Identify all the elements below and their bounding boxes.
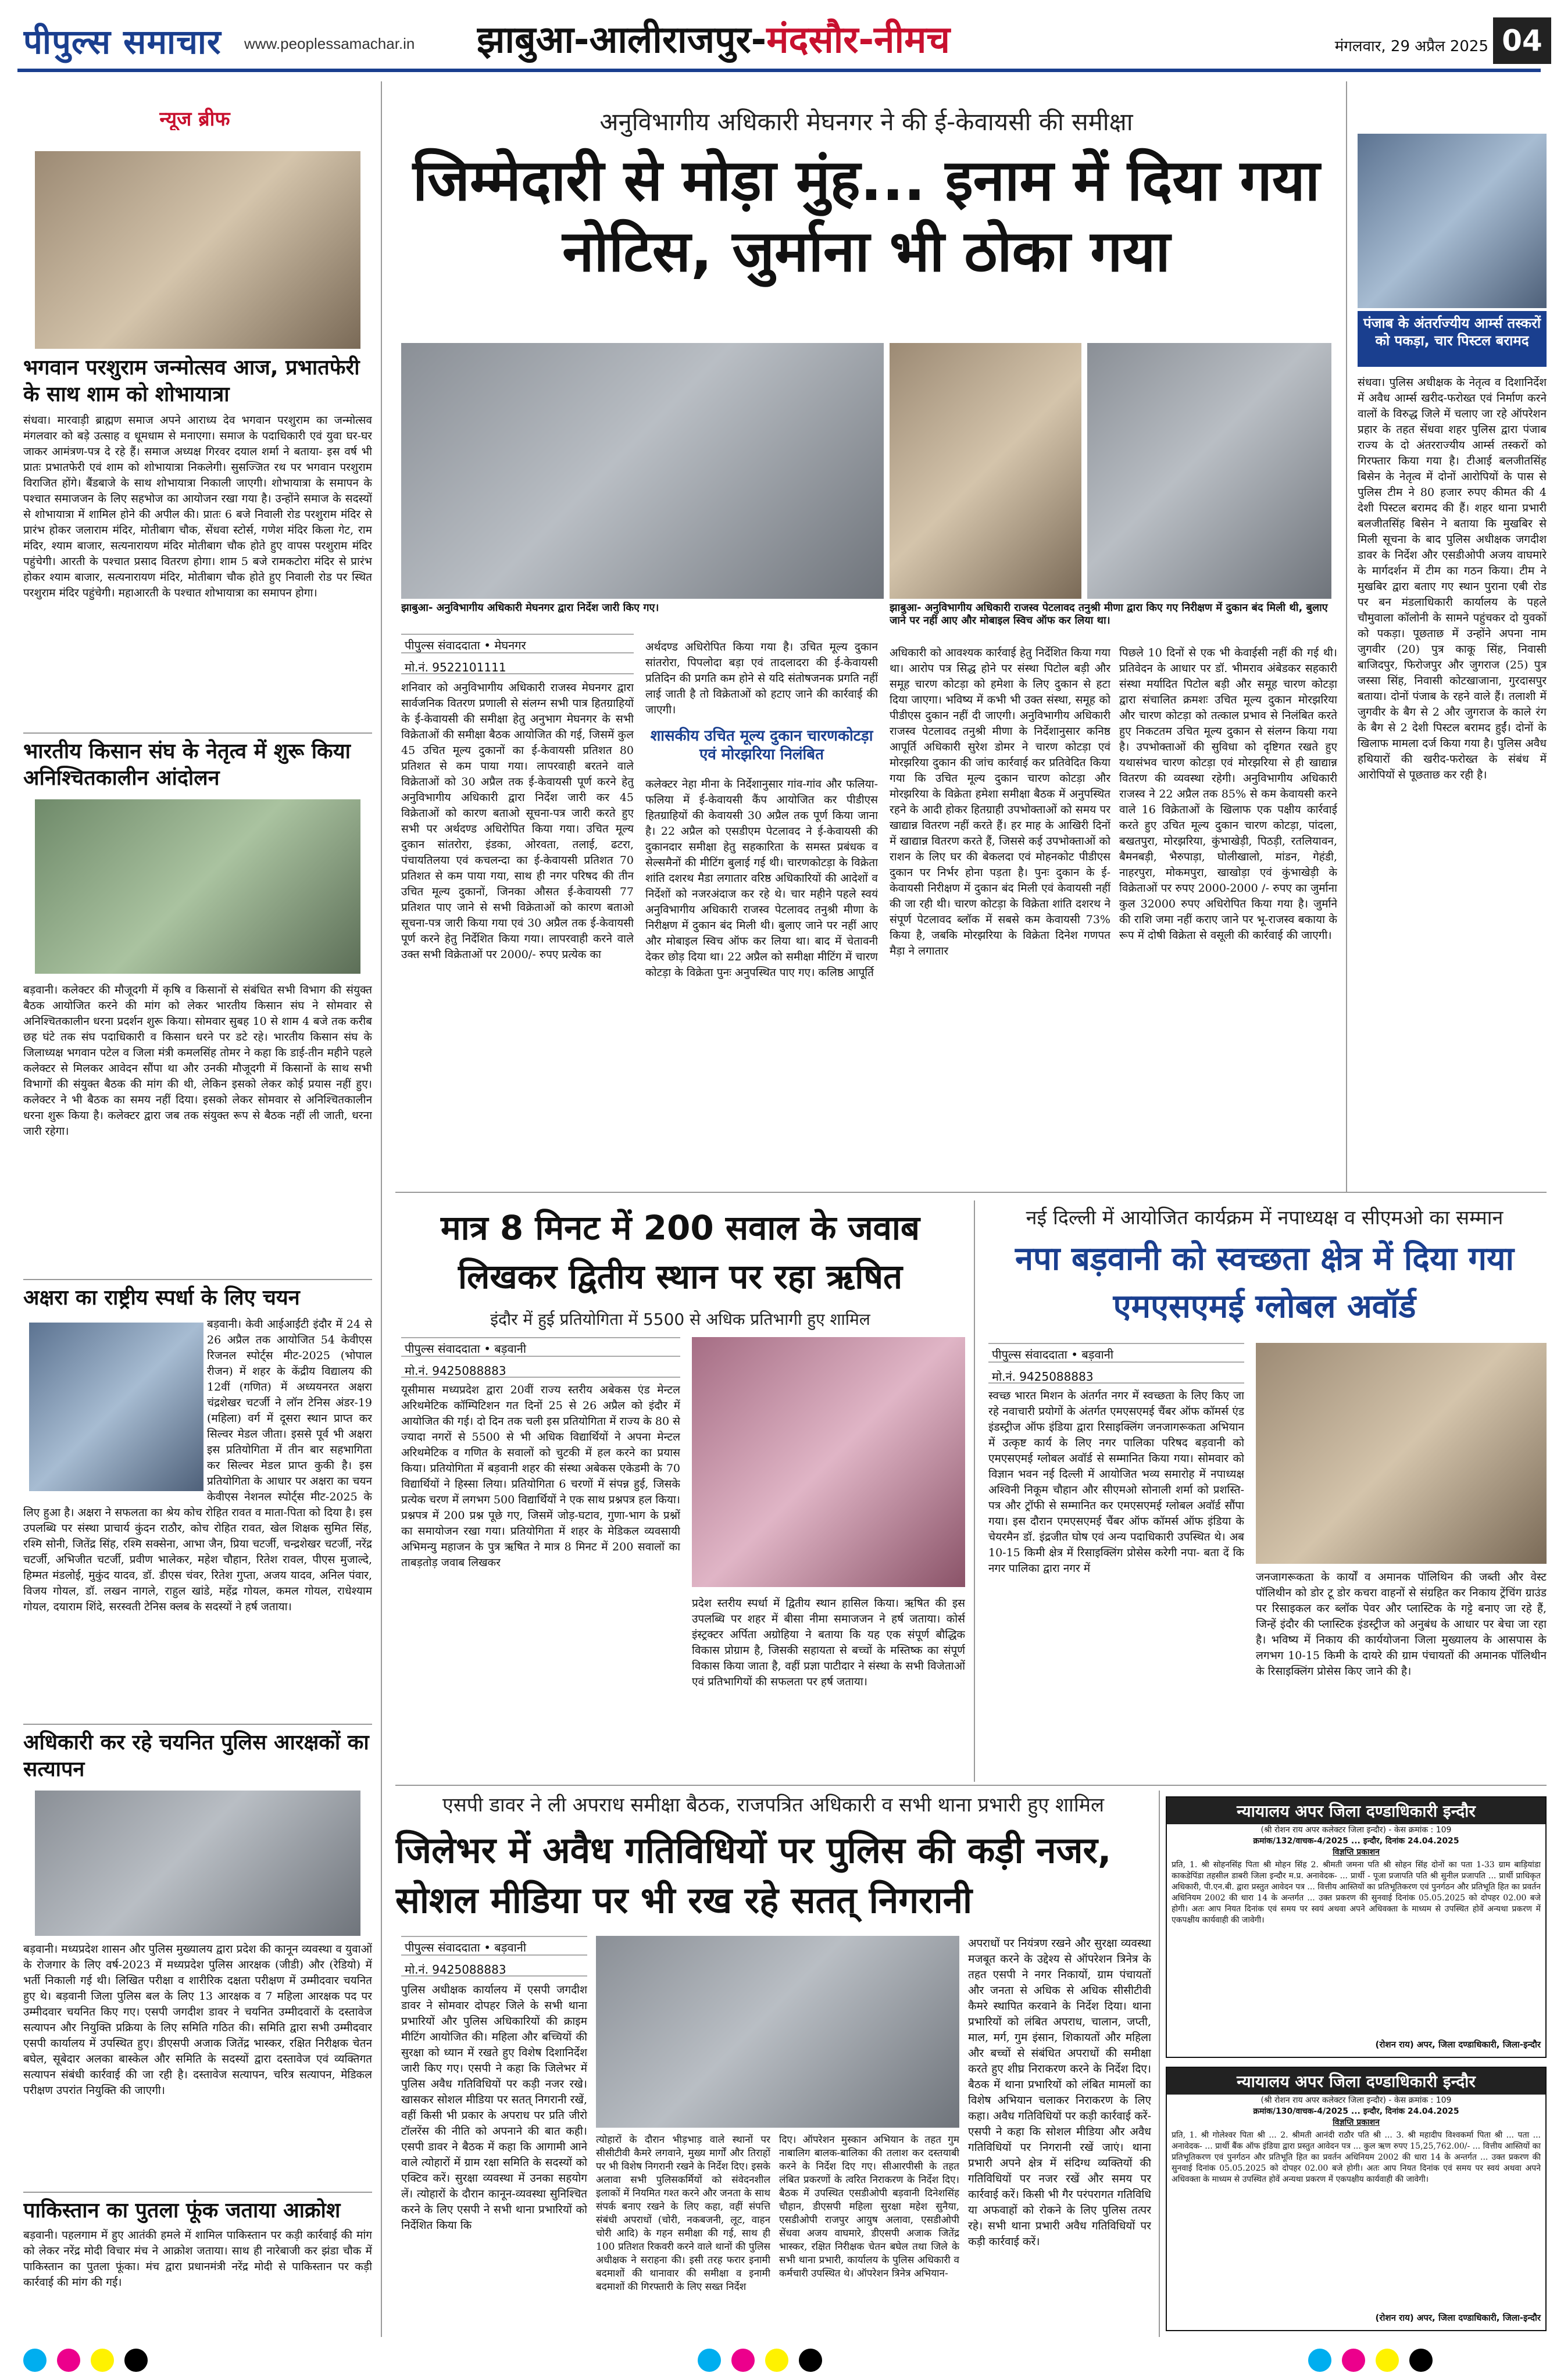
police-kicker: एसपी डावर ने ली अपराध समीक्षा बैठक, राजपत्रित अधिकारी व सभी थाना प्रभारी हुए शामिल [442, 1793, 1105, 1817]
police-mobile: मो.नं. 9425088883 [401, 1959, 587, 1977]
divider [23, 732, 372, 734]
notice-title: न्यायालय अपर जिला दण्डाधिकारी इन्दौर [1167, 2068, 1545, 2095]
divider [23, 1724, 372, 1725]
lead-subhead: शासकीय उचित मूल्य दुकान चारणकोटड़ा एवं मोरझरिया निलंबित [650, 727, 873, 763]
section-title-black: झाबुआ-आलीराजपुर- [477, 19, 767, 62]
lead-photo-meeting [401, 343, 884, 599]
brief-body-police: बड़वानी। मध्यप्रदेश शासन और पुलिस मुख्यालय द्वारा प्रदेश की कानून व्यवस्था व युवाओं के रोजगार के लिए वर्ष-2023 में मध्यप्रदेश पुलिस आरक्षक (जीडी) और (रेडियो) में भर्ती निकाली गई थी। लिखित परीक्षा व शारीरिक दक्षता परीक्षण में उम्मीदवार चयनित हुए थे। बड़वानी जिला पुलिस बल के लिए 13 आरक्षक व 7 महिला आरक्षक पद पर उम्मीदवार चयनित किए गए। एसपी जगदीश डावर ने चयनित उम्मीदवारों के दस्तावेज सत्यापन और नियुक्ति प्रक्रिया के लिए समिति गठित की। समिति द्वारा सभी उम्मीदवार एसपी कार्यालय में उपस्थित हुए। डीएसपी अजाक जितेंद्र भास्कर, रक्षित निरीक्षक चेतन बघेल, सूबेदार अलका बास्केल और समिति के सदस्यों द्वारा दस्तावेज एवं व्यक्तिगत सत्यापन संबंधी कार्रवाई की जा रही है। दस्तावेज सत्यापन, चरित्र सत्यापन, मेडिकल परीक्षण उपरांत नियुक्ति की जाएगी। [23, 1943, 372, 2097]
brief-headline-kisan: भारतीय किसान संघ के नेतृत्व में शुरू किया अनिश्चितकालीन आंदोलन [23, 739, 351, 790]
divider [23, 1279, 372, 1280]
page-date: मंगलवार, 29 अप्रैल 2025 [1334, 38, 1488, 55]
notice-body: प्रति, 1. श्री गोलेश्वर पिता श्री ... 2. श्रीमती आनंदी राठौर पति श्री ... 3. श्री महादीप विश्वकर्मा पिता श्री ... पता ... अनावेदक- ... प्रार्थी बैंक ऑफ इंडिया द्वारा प्रस्तुत आवेदन पत्र ... कुल ऋण रुपए 15,25,762.00/- ... वित्तीय आस्तियों का प्रतिभूतिकरण एवं पुनर्गठन और प्रतिभूति हित का प्रवर्तन अधिनियम 2002 की धारा 14 के अन्तर्गत ... उक्त प्रकरण की सुनवाई दिनांक 05.05.2025 को दोपहर 02.00 बजे होगी। अतः आप नियत दिनांक एवं समय पर स्वयं अथवा अपने अधिवक्ता के माध्यम से उपस्थित होवें अन्यथा प्रकरण में एकपक्षीय कार्यवाही की जावेगी। [1172, 2131, 1541, 2184]
rishit-headline: मात्र 8 मिनट में 200 सवाल के जवाब लिखकर द्वितीय स्थान पर रहा ऋषित [440, 1208, 920, 1296]
registration-dot [799, 2349, 822, 2372]
registration-marks-right [1308, 2349, 1552, 2378]
award-photo [1256, 1343, 1547, 1564]
section-title-red: मंदसौर-नीमच [766, 19, 951, 62]
notice-subtitle: (श्री रोशन राय अपर कलेक्टर जिला इन्दौर) - केस क्रमांक : 109 [1260, 2096, 1452, 2105]
lead-photo-shop-1 [890, 343, 1081, 599]
brief-body-akshara-text: बड़वानी। केवी आईआईटी इंदौर में 24 से 26 अप्रैल तक आयोजित 54 केवीएस रिजनल स्पोर्ट्स मीट-2025 (भोपाल रीजन) में शहर के केंद्रीय विद्यालय की 12वीं (गणित) में अध्ययनरत अक्षरा चंद्रशेखर चटर्जी ने लॉन टेनिस अंडर-19 (महिला) वर्ग में दूसरा स्थान प्राप्त कर सिल्वर मेडल जीता। इससे पूर्व भी अक्षरा इस प्रतियोगिता में तीन बार सहभागिता कर सिल्वर मेडल प्राप्त कुकी है। इस प्रतियोगिता के आधार पर अक्षरा का चयन केवीएस नेशनल स्पोर्ट्स मीट-2025 के लिए हुआ है। अक्षरा ने सफलता का श्रेय कोच रोहित रावत व माता-पिता को दिया है। इस उपलब्धि पर संस्था प्राचार्य कुंदन राठौर, कोच रोहित रावत, खेल शिक्षक सुमित सिंह, रश्मि सोनी, जितेंद्र सिंह, रश्मि सक्सेना, आभा जैन, प्रिया चटर्जी, चन्द्रशेखर चटर्जी, नरेंद्र चटर्जी, अभिजीत चटर्जी, प्रवीण भालेकर, महेश चौहान, रितेश रावल, पीएस मुजाल्दे, हिम्मत मंडलोई, मुकुंद यादव, डॉ. डीएस चंवर, रितेश गुप्ता, अजय यादव, अनिल पंवार, विजय गोयल, डॉ. लखन नागले, राहुल खांडे, महेंद्र गोयल, कमल गोयल, राधेश्याम गोयल, दयाराम शिंदे, सरस्वती टेनिस क्लब के सदस्यों ने हर्ष जताया। [23, 1318, 372, 1613]
police-col-4: अपराधों पर नियंत्रण रखने और सुरक्षा व्यवस्था मजबूत करने के उद्देश्य से ऑपरेशन त्रिनेत्र के तहत एसपी ने नगर निकायों, ग्राम पंचायतों और जनता से अधिक से अधिक सीसीटीवी कैमरे स्थापित करवाने के निर्देश दिया। थाना प्रभारियों को लंबित अपराध, चालान, जप्ती, माल, मर्ग, गुम इंसान, शिकायतों और महिला और बच्चों से संबंधित अपराधों की समीक्षा करते हुए शीघ्र निराकरण करने के निर्देश दिए। बैठक में थाना प्रभारियों को लंबित मामलों का विशेष अभियान चलाकर निराकरण के लिए कहा। अवैध गतिविधियों पर कड़ी कार्रवाई करें- एसपी ने कहा कि सोशल मीडिया और अवैध गतिविधियों पर निगरानी रखें जाएं। थाना प्रभारी अपने क्षेत्र में संदिग्ध व्यक्तियों की गतिविधियों पर नजर रखें और समय पर कार्रवाई करें। किसी भी गैर परंपरागत गतिविधि या अफवाहों को रोकने के लिए पुलिस तत्पर रहे। सभी थाना प्रभारी अवैध गतिविधियों पर कड़ी कार्रवाई करें। [968, 1937, 1151, 2248]
notice-sign: (रोशन राय) अपर, जिला दण्डाधिकारी, जिला-इन्दौर [1375, 2039, 1541, 2050]
rishit-mobile: मो.नं. 9425088883 [401, 1360, 680, 1378]
brief-headline-parshuram: भगवान परशुराम जन्मोत्सव आज, प्रभातफेरी के साथ शाम को शोभायात्रा [23, 356, 360, 406]
award-col-1: स्वच्छ भारत मिशन के अंतर्गत नगर में स्वच्छता के लिए किए जा रहे नवाचारी प्रयोगों के अंतर्गत एमएसएमई चैंबर ऑफ कॉमर्स एंड इंडस्ट्रीज ऑफ इंडिया द्वारा रिसाइक्लिंग जनजागरूकता अभियान में उत्कृष्ट कार्य के लिए नगर पालिका परिषद बड़वानी को एमएसएमई ग्लोबल अवॉर्ड से सम्मानित किया गया। सोमवार को विज्ञान भवन नई दिल्ली में आयोजित भव्य समारोह में नपाध्यक्ष अश्विनी निकूम चौहान और सीएमओ सोनाली शर्मा को प्रशस्ति-पत्र और ट्रॉफी से सम्मानित कर एमएसएमई ग्लोबल अवॉर्ड सौंपा गया। इस दौरान एमएसएमई चैंबर ऑफ कॉमर्स ऑफ इंडिया के चेयरमैन डॉ. इंद्रजीत घोष एवं अन्य पदाधिकारी उपस्थित थे। अब 10-15 किमी क्षेत्र में रिसाइक्लिंग प्रोसेस करेगी नपा- बता दें कि नगर पालिका द्वारा नगर में [988, 1389, 1244, 1575]
award-headline: नपा बड़वानी को स्वच्छता क्षेत्र में दिया गया एमएसएमई ग्लोबल अवॉर्ड [1015, 1240, 1515, 1325]
notice-ref: क्रमांक/130/वाचक-4/2025 ... इन्दौर, दिनांक 24.04.2025 [1253, 2107, 1459, 2116]
column-divider [974, 1200, 975, 1782]
registration-dot [91, 2349, 114, 2372]
award-mobile: मो.नं. 9425088883 [988, 1366, 1244, 1384]
photo-spacer [23, 1317, 207, 1491]
brief-body-kisan: बड़वानी। कलेक्टर की मौजूदगी में कृषि व किसानों से संबंधित सभी विभाग की संयुक्त बैठक आयोजित करने की मांग को लेकर भारतीय किसान संघ ने सोमवार से अनिश्चितकालीन धरना प्रदर्शन शुरू किया। सोमवार सुबह 10 से शाम 4 बजे तक करीब छह घंटे तक संघ पदाधिकारी व किसान धरने पर डटे रहे। भारतीय किसान संघ के जिलाध्यक्ष भगवान पटेल व जिला मंत्री कमलसिंह तोमर ने कहा कि डाई-तीन महीने पहले कलेक्टर से मिलकर आवेदन सौंपा था और उनकी मौजूदगी में किसानों के साथ सभी विभागों की संयुक्त बैठक की मांग की थी, लेकिन इसको लेकर कोई प्रयास नहीं हुए। कलेक्टर ने भी बैठक का समय नहीं दिया। इसको लेकर सोमवार से अनिश्चितकालीन धरना शुरू किया है। कलेक्टर द्वारा जब तक संयुक्त रूप से बैठक नहीं ली जाती, धरना जारी रहेगा। [23, 984, 372, 1138]
police-col-3: दिए। ऑपरेशन मुस्कान अभियान के तहत गुम नाबालिग बालक-बालिका की तलाश कर दस्तयाबी करने के निर्देश दिए गए। सीआरपीसी के तहत लंबित प्रकरणों के त्वरित निराकरण के निर्देश दिए। बैठक में उपस्थित एसडीओपी बड़वानी दिनेशसिंह चौहान, डीएसपी महिला सुरक्षा महेश सुनैया, एसडीओपी राजपुर आयुष अलावा, एसडीओपी सेंधवा अजय वाघमारे, डीएसपी अजाक जितेंद्र भास्कर, रक्षित निरीक्षक चेतन बघेल तथा जिले के सभी थाना प्रभारी, कार्यालय के पुलिस अधिकारी व कर्मचारी उपस्थित थे। ऑपरेशन त्रिनेत्र अभियान- [779, 2134, 959, 2279]
rishit-col-1: यूसीमास मध्यप्रदेश द्वारा 20वीं राज्य स्तरीय अबेकस एंड मेन्टल अरिथमेटिक कॉम्पिटिशन गत दिनों 25 से 26 अप्रैल को इंदौर में आयोजित की गई। दो दिन तक चली इस प्रतियोगिता में राज्य के 80 से ज्यादा नगरों से 5500 से भी अधिक विद्यार्थियों ने अपना मेन्टल अरिथमेटिक व गणित के सवालों को चुटकी में हल करने का प्रयास किया। प्रतियोगिता में बड़वानी शहर की संस्था अबेकस एकेडमी के 70 विद्यार्थियों ने हिस्सा लिया। प्रतियोगिता 6 चरणों में संपन्न हुई, जिसके प्रत्येक चरण में लगभग 500 विद्यार्थियों ने एक साथ प्रश्नपत्र हल किया। प्रश्नपत्र में 200 प्रश्न पूछे गए, जिसमें जोड़-घटाव, गुणा-भाग के प्रश्नों का समायोजन रखा गया। प्रतियोगिता में शहर के मेडिकल व्यवसायी अभिमन्यु महाजन के पुत्र ऋषित ने मात्र 8 मिनट में 200 सवालों का ताबड़तोड़ जवाब लिखकर [401, 1384, 680, 1569]
notice-body: प्रति, 1. श्री सोहनसिंह पिता श्री मोहन सिंह 2. श्रीमती जमना पति श्री सोहन सिंह दोनों का पता 1-33 ग्राम बाड़ियांडा काकडेपिंडा तहसील डाबरी जिला इन्दौर म.प्र. अनावेदक- ... प्रार्थी - पूजा प्रजापति पति श्री सुनील प्रजापति ... प्रार्थी प्राधिकृत अधिकारी, पी.एन.बी. द्वारा प्रस्तुत आवेदन पत्र ... वित्तीय आस्तियों का प्रतिभूतिकरण एवं पुनर्गठन और प्रतिभूति हित का प्रवर्तन अधिनियम 2002 की धारा 14 के अन्तर्गत ... उक्त प्रकरण की सुनवाई दिनांक 05.05.2025 को दोपहर 02.00 बजे होगी। अतः आप नियत दिनांक एवं समय पर स्वयं अथवा अपने अधिवक्ता के माध्यम से उपस्थित होवें अन्यथा प्रकरण में एकपक्षीय कार्यवाही की जावेगी। [1172, 1860, 1541, 1925]
registration-dot [731, 2349, 755, 2372]
divider [23, 2192, 372, 2193]
brief-photo-police [35, 1791, 360, 1936]
arms-photo [1358, 134, 1547, 308]
section-title [477, 13, 1233, 65]
brief-headline-akshara: अक्षरा का राष्ट्रीय स्पर्धा के लिए चयन [23, 1286, 300, 1310]
police-headline: जिलेभर में अवैध गतिविधियों पर पुलिस की कड़ी नजर, सोशल मीडिया पर भी रख रहे सतत् निगरानी [395, 1829, 1112, 1921]
byline-place: बड़वानी [494, 1941, 527, 1954]
lead-mobile: मो.नं. 9522101111 [401, 657, 634, 674]
award-col-2: जनजागरूकता के कार्यों व अमानक पॉलिथिन की जब्ती और वेस्ट पॉलिथीन को डोर टू डोर कचरा वाहनों से संग्रहित कर निकाय ट्रेंचिंग ग्राउंड पर रिसाइकल कर ब्लॉक पेवर और प्लास्टिक के गट्टे बनाए जा रहे हैं, जिन्हें इंदौर की प्लास्टिक इंडस्ट्रीज को अनुबंध के आधार पर बेचा जा रहा है। भविष्य में निकाय की कार्ययोजना जिला मुख्यालय के आसपास के लगभग 10-15 किमी के दायरे की ग्राम पंचायतों की अमानक पॉलिथीन के रिसाइक्लिंग प्रोसेस किए जाने की है। [1256, 1571, 1547, 1678]
brief-body-akshara [23, 1317, 372, 1718]
legal-notice-2 [1166, 2067, 1547, 2331]
rishit-byline: पीपुल्स संवाददाता • बड़वानी [401, 1337, 680, 1357]
rishit-subhead: इंदौर में हुई प्रतियोगिता में 5500 से अधिक प्रतिभागी हुए शामिल [490, 1310, 870, 1329]
masthead-rule [17, 69, 1541, 72]
lead-photo-shop-2 [1087, 343, 1331, 599]
lead-col-2b: कलेक्टर नेहा मीना के निर्देशानुसार गांव-गांव और फलिया-फलिया में ई-केवायसी कैंप आयोजित कर पीडीएस हितग्राहियों की केवायसी 30 अप्रैल तक पूर्ण किया जाना है। 22 अप्रैल को एसडीएम पेटलावद ने ई-केवायसी की दुकानदार समीक्षा हेतु सहकारिता के समस्त प्रबंधक व सेल्समैनों की मीटिंग बुलाई गई थी। चारणकोटड़ा के विक्रेता शांति दशरथ मैडा लगातार वरिष्ठ अधिकारियों की आदेशों व निर्देशों को नजरअंदाज कर रहे थे। चार महीने पहले स्वयं अनुविभागीय अधिकारी राजस्व पेटलावद तनुश्री मीणा के निरीक्षण में दुकान बंद मिली थी। बुलाए जाने पर नहीं आए और मोबाइल स्विच ऑफ कर लिया था। बाद में चेतावनी देकर छोड़ दिया था। 22 अप्रैल को समीक्षा मीटिंग में चारण कोटड़ा के विक्रेता पुनः अनुपस्थित पाए गए। कलिष्ठ आपूर्ति [645, 778, 878, 979]
notice-label: विज्ञप्ति प्रकाशन [1333, 1847, 1380, 1857]
column-divider [381, 81, 382, 2337]
rishit-photo [692, 1337, 965, 1587]
registration-marks-left [23, 2349, 267, 2378]
lead-caption-meeting: झाबुआ- अनुविभागीय अधिकारी मेघनगर द्वारा निर्देश जारी किए गए। [401, 602, 659, 614]
police-col-1: पुलिस अधीक्षक कार्यालय में एसपी जगदीश डावर ने सोमवार दोपहर जिले के सभी थाना प्रभारियों और पुलिस अधिकारियों की क्राइम मीटिंग आयोजित की। महिला और बच्चियों की सुरक्षा को ध्यान में रखते हुए विशेष दिशानिर्देश जारी किए गए। एसपी ने कहा कि जिलेभर में पुलिस अवैध गतिविधियों पर कड़ी नजर रखे। खासकर सोशल मीडिया पर सतत् निगरानी रखें, वहीं किसी भी प्रकार के अपराध पर प्रति जीरो टॉलरेंस की नीति को अपनाने की बात कही। एसपी डावर ने बैठक में कहा कि आगामी आने वाले त्योहारों में ग्राम रक्षा समिति के सदस्यों को एक्टिव करें। सुरक्षा व्यवस्था में उनका सहयोग लें। त्योहारों के दौरान कानून-व्यवस्था सुनिश्चित करने के लिए एसपी ने सभी थाना प्रभारियों को निर्देशित किया कि [401, 1984, 587, 2232]
registration-dot [124, 2349, 148, 2372]
registration-dot [1342, 2349, 1365, 2372]
news-brief-header: न्यूज ब्रीफ [159, 108, 230, 130]
lead-col-2a: अर्थदण्ड अधिरोपित किया गया है। उचित मूल्य दुकान सांतरोरा, पिपलोदा बड़ा एवं तादलादरा की ई-केवायसी प्रतिदिन की प्रगति कम होने से यदि संतोषजनक प्रगति नहीं लाई जाती है तो विक्रेताओं को हटाए जाने की कार्रवाई की जाएगी। [645, 641, 878, 716]
notice-subtitle: (श्री रोशन राय अपर कलेक्टर जिला इन्दौर) - केस क्रमांक : 109 [1260, 1825, 1452, 1835]
lead-col-3: अधिकारी को आवश्यक कार्रवाई हेतु निर्देशित किया गया था। आरोप पत्र सिद्ध होने पर संस्था पिटोल बड़ी और समूह चारण कोटड़ा को हमेशा के लिए दुकान से हटा दिया जाएगा। भविष्य में कभी भी उक्त संस्था, समूह को पीडीएस दुकान नहीं दी जाएगी। अनुविभागीय अधिकारी राजस्व पेटलावद तनुश्री मीणा के निर्देशानुसार कनिष्ठ आपूर्ति अधिकारी सुरेश डोमर ने चारण कोटड़ा एवं मोरझरिया दुकान की जांच कार्रवाई कर प्रतिवेदित किया गया कि उचित मूल्य दुकान चारण कोटड़ा और मोरझरिया के विक्रेता हमेशा समीक्षा बैठक में अनुपस्थित रहने के आदी होकर हितग्राही उपभोक्ताओं को समय पर खाद्यान्न वितरण नहीं करते हैं। हर माह के आखिरी दिनों में खाद्यान्न वितरण करते हैं, जिससे कई उपभोक्ताओं को राशन के लिए घर की बेकलदा एवं मोहनकोट पीडीएस दुकान पर निर्भर होना पड़ता है। पुनः दुकान के ई-केवायसी निरीक्षण में दुकान बंद मिली एवं केवायसी नहीं की जा रही थी। चारण कोटड़ा के विक्रेता शांति दशरथ ने संपूर्ण पेटलावद ब्लॉक में सबसे कम केवायसी 73% किया है, जबकि मोरझरिया के विक्रेता दिनेश गणपत मैड़ा ने लगातार [890, 646, 1110, 957]
lead-byline: पीपुल्स संवाददाता • मेघनगर [401, 634, 634, 653]
registration-marks-center [698, 2349, 942, 2378]
lead-caption-shop: झाबुआ- अनुविभागीय अधिकारी राजस्व पेटलावद तनुश्री मीणा द्वारा किए गए निरीक्षण में दुकान बंद मिली थी, बुलाए जाने पर नहीं आए और मोबाइल स्विच ऑफ कर लिया था। [890, 602, 1328, 627]
byline-place: बड़वानी [1081, 1348, 1114, 1361]
police-col-2: त्योहारों के दौरान भीड़भाड़ वाले स्थानों पर सीसीटीवी कैमरे लगवाने, मुख्य मार्गों और तिराहों पर भी विशेष निगरानी रखने के निर्देश दिए। इसके अलावा सभी पुलिसकर्मियों को संवेदनशील इलाकों में नियमित गश्त करने और जनता के साथ संपर्क बनाए रखने के लिए कहा, वहीं संपत्ति संबंधी अपराधों (चोरी, नकबजनी, लूट, वाहन चोरी आदि) के गहन समीक्षा की गई, साथ ही 100 प्रतिशत रिकवरी करने वाले थानों की पुलिस अधीक्षक ने सराहना की। इसी तरह फरार इनामी बदमाशों की थानावार की समीक्षा व इनामी बदमाशों की गिरफ्तारी के लिए सख्त निर्देश [596, 2134, 770, 2293]
masthead-url[interactable]: www.peoplessamachar.in [244, 35, 415, 52]
registration-dot [698, 2349, 721, 2372]
brief-headline-pakistan: पाकिस्तान का पुतला फूंक जताया आक्रोश [23, 2199, 341, 2222]
registration-dot [57, 2349, 80, 2372]
column-divider [1159, 1791, 1160, 2337]
lead-col-4: पिछले 10 दिनों से एक भी केवाईसी नहीं की गई थी। प्रतिवेदन के आधार पर डॉ. भीमराव अंबेडकर सहकारी संस्था मर्यादित पिटोल बड़ी और समूह चारण कोटड़ा द्वारा संचालित क्रमशः उचित मूल्य दुकान मोरझरिया और चारण कोटड़ा को तत्काल प्रभाव से निलंबित करते हुए निकटतम उचित मूल्य दुकान से संलग्न किया गया है। उपभोक्ताओं की सुविधा को दृष्टिगत रखते हुए यथासंभव चारण कोटड़ा एवं मोरझरिया से ही खाद्यान्न वितरण की व्यवस्था रहेगी। अनुविभागीय अधिकारी राजस्व ने 22 अप्रैल तक 85% से कम केवायसी करने वाले 16 विक्रेताओं के खिलाफ एक पक्षीय कार्रवाई करते हुए उचित मूल्य दुकान चारण कोटड़ा, पांदला, बखतपुरा, मोरझरिया, कुंभाखेड़ी, पिठड़ी, रतलियावन, बैमनबड़ी, भैरुपाड़ा, घोलीखालो, मांडन, गेहंडी, नाहरपुरा, मोकमपुरा, खाखोड़ा एवं कुंभाखेड़ी के विक्रेताओं पर रुपए 2000-2000 /- रुपए का जुर्माना कुल 32000 रुपए अधिरोपित किया गया है। जुर्माने की राशि जमा नहीं कराए जाने पर भू-राजस्व बकाया के रूप में दोषी विक्रेता से वसूली की कार्रवाई की जाएगी। [1119, 646, 1337, 942]
police-photo [596, 1936, 959, 2128]
registration-dot [765, 2349, 788, 2372]
police-byline: पीपुल्स संवाददाता • बड़वानी [401, 1936, 587, 1956]
byline-place: मेघनगर [494, 638, 526, 652]
award-byline: पीपुल्स संवाददाता • बड़वानी [988, 1343, 1244, 1363]
brief-headline-police: अधिकारी कर रहे चयनित पुलिस आरक्षकों का सत्यापन [23, 1731, 369, 1781]
divider [395, 1785, 1547, 1786]
registration-dot [1376, 2349, 1399, 2372]
lead-kicker: अनुविभागीय अधिकारी मेघनगर ने की ई-केवायसी की समीक्षा [599, 108, 1133, 136]
lead-headline: जिम्मेदारी से मोड़ा मुंह... इनाम में दिया गया नोटिस, जुर्माना भी ठोका गया [412, 148, 1320, 285]
notice-ref: क्रमांक/132/वाचक-4/2025 ... इन्दौर, दिनांक 24.04.2025 [1253, 1836, 1459, 1846]
byline-name: पीपुल्स संवाददाता [405, 1941, 480, 1954]
divider [395, 1192, 1547, 1193]
byline-name: पीपुल्स संवाददाता [992, 1348, 1067, 1361]
legal-notice-1 [1166, 1796, 1547, 2058]
byline-name: पीपुल्स संवाददाता [405, 638, 480, 652]
byline-place: बड़वानी [494, 1342, 527, 1356]
masthead-logo: पीपुल्स समाचार [23, 22, 222, 62]
registration-dot [1308, 2349, 1331, 2372]
award-kicker: नई दिल्ली में आयोजित कार्यक्रम में नपाध्यक्ष व सीएमओ का सम्मान [1026, 1206, 1504, 1230]
registration-dot [23, 2349, 47, 2372]
notice-sign: (रोशन राय) अपर, जिला दण्डाधिकारी, जिला-इन्दौर [1375, 2313, 1541, 2323]
brief-photo-kisan [35, 799, 360, 974]
brief-photo-parshuram [35, 151, 360, 349]
page-number: 04 [1493, 17, 1551, 64]
notice-title: न्यायालय अपर जिला दण्डाधिकारी इन्दौर [1167, 1797, 1545, 1824]
lead-col-1: शनिवार को अनुविभागीय अधिकारी राजस्व मेघनगर द्वारा सार्वजनिक वितरण प्रणाली से संलग्न सभी पात्र हितग्राहियों के ई-केवायसी की समीक्षा हेतु अनुभाग मेघनगर के सभी विक्रेताओं की समीक्षा बैठक आयोजित की गई, जिसमें कुल 45 उचित मूल्य दुकानों का ई-केवायसी प्रतिशत 80 प्रतिशत से कम पाया गया। लापरवाही बरतने वाले विक्रेताओं को 30 अप्रैल तक ई-केवायसी पूर्ण करने हेतु अनुविभागीय अधिकारी द्वारा निर्देश जारी कर 45 विक्रेताओं को कारण बताओ सूचना-पत्र जारी करते हुए सभी पर अर्थदण्ड अधिरोपित किया गया। उचित मूल्य दुकान सांतरोरा, इंडका, ओरवता, तलाई, ढटरा, पंचायतिलया एवं कचलन्दा का ई-केवायसी प्रतिशत 70 प्रतिशत से कम पाया गया, साथ ही नगर परिषद की तीन उचित मूल्य दुकानों, जिनका औसत ई-केवायसी 77 प्रतिशत पाए जाने से सभी विक्रेताओं को कारण बताओ सूचना-पत्र जारी किया गया एवं 30 अप्रैल तक ई-केवायसी पूर्ण करने हेतु निर्देशित किया गया। लापरवाही करने वाले उक्त सभी विक्रेताओं पर 2000/- रुपए प्रत्येक का [401, 681, 634, 961]
arms-body: संधवा। पुलिस अधीक्षक के नेतृत्व व दिशानिर्देश में अवैध आर्म्स खरीद-फरोख्त एवं निर्माण करने वालों के विरुद्ध जिले में चलाए जा रहे ऑपरेशन प्रहार के तहत सेंधवा शहर पुलिस द्वारा पंजाब राज्य के दो अंतरराज्यीय आर्म्स तस्करों को गिरफ्तार किया गया है। टीआई बलजीतसिंह बिसेन के नेतृत्व में दोनों आरोपियों के पास से पुलिस टीम ने 80 हजार रुपए कीमत की 4 देशी पिस्टल बरामद की हैं। शहर थाना प्रभारी बलजीतसिंह बिसेन ने बताया कि मुखबिर से मिली सूचना के बाद पुलिस अधीक्षक जगदीश डावर के निर्देश और एसडीओपी अजय वाघमारे के मार्गदर्शन में टीम का गठन किया। टीम ने मुखबिर द्वारा बताए गए स्थान पुराना एबी रोड पर बन मंडलाधिकारी कार्यालय के पहले चौमुवाला कॉलोनी के सामने पहुंचकर दो युवकों को पकड़ा। पूछताछ में उन्होंने अपना नाम जुगवीर (20) पुत्र काकू सिंह, निवासी बाजिदपुर, फिरोजपुर और जुगराज (25) पुत्र जस्सा सिंह, निवासी कोटखाजाना, गुरदासपुर बताया। दोनों पंजाब के रहने वाले हैं। तलाशी में जुगवीर के बैग से 2 और जुगराज के काले रंग के बैग से 2 देशी पिस्टल बरामद हुईं। दोनों के खिलाफ मामला दर्ज किया गया है। पुलिस अवैध हथियारों की खरीद-फरोख्त के संबंध में आरोपियों से पूछताछ कर रही है। [1358, 376, 1547, 781]
notice-label: विज्ञप्ति प्रकाशन [1333, 2118, 1380, 2127]
registration-dot [1409, 2349, 1433, 2372]
byline-name: पीपुल्स संवाददाता [405, 1342, 480, 1356]
arms-headline: पंजाब के अंतर्राज्यीय आर्म्स तस्करों को पकड़ा, चार पिस्टल बरामद [1358, 311, 1547, 367]
column-divider [1346, 81, 1347, 1192]
brief-body-parshuram: संधवा। मारवाड़ी ब्राह्मण समाज अपने आराध्य देव भगवान परशुराम का जन्मोत्सव मंगलवार को बड़े उत्साह व धूमधाम से मनाएगा। समाज के पदाधिकारी एवं युवा घर-घर जाकर आमंत्रण-पत्र दे रहे हैं। समाज अध्यक्ष गिरवर दयाल शर्मा ने बताया- इस वर्ष भी प्रातः प्रभातफेरी एवं शाम को शोभायात्रा निकलेगी। सुसज्जित रथ पर भगवान परशुराम विराजित होंगे। बैंडबाजे के साथ शोभायात्रा निकाली जाएगी। शोभायात्रा के समापन के पश्चात समाजजन के लिए सहभोज का आयोजन रखा गया है। उन्होंने समाज के सदस्यों से शोभायात्रा में शामिल होने की अपील की। प्रातः 6 बजे निवाली रोड परशुराम मंदिर से प्रारंभ होकर जलाराम मंदिर, मोतीबाग चौक, सेंधवा स्टोर्स, गणेश मंदिर किला गेट, राम मंदिर, श्याम बाजार, सत्यनारायण मंदिर मोतीबाग चौक होते हुए वापस परशुराम मंदिर पहुंचेगी। आरती के पश्चात प्रसाद वितरण होगा। शाम 5 बजे रामकटोरा मंदिर से प्रारंभ होकर श्याम बाजार, सत्यनारायण मंदिर, मोतीबाग चौक होते हुए निवाली रोड पर स्थित परशुराम मंदिर पहुंचेगी। महाआरती के पश्चात शोभायात्रा का समापन होगा। [23, 414, 372, 599]
brief-body-pakistan: बड़वानी। पहलगाम में हुए आतंकी हमले में शामिल पाकिस्तान पर कड़ी कार्रवाई की मांग को लेकर नरेंद्र मोदी विचार मंच ने आक्रोश जताया। साथ ही नारेबाजी कर झंडा चौक में पाकिस्तान का पुतला फूंका। मंच द्वारा प्रधानमंत्री नरेंद्र मोदी से पाकिस्तान पर कड़ी कार्रवाई की मांग की गई। [23, 2229, 372, 2289]
rishit-col-2: प्रदेश स्तरीय स्पर्धा में द्वितीय स्थान हासिल किया। ऋषित की इस उपलब्धि पर शहर में बीसा नीमा समाजजन ने हर्ष जताया। कोर्स इंस्ट्रक्टर अर्पिता अग्रोहिया ने बताया कि यह एक संपूर्ण बौद्धिक विकास प्रोग्राम है, जिसकी सहायता से बच्चों के मस्तिष्क का संपूर्ण विकास किया जाता है, वहीं प्रज्ञा पाटीदार ने संस्था के सभी विजेताओं एवं प्रतिभागियों की सफलता पर हर्ष जताया। [692, 1597, 965, 1688]
